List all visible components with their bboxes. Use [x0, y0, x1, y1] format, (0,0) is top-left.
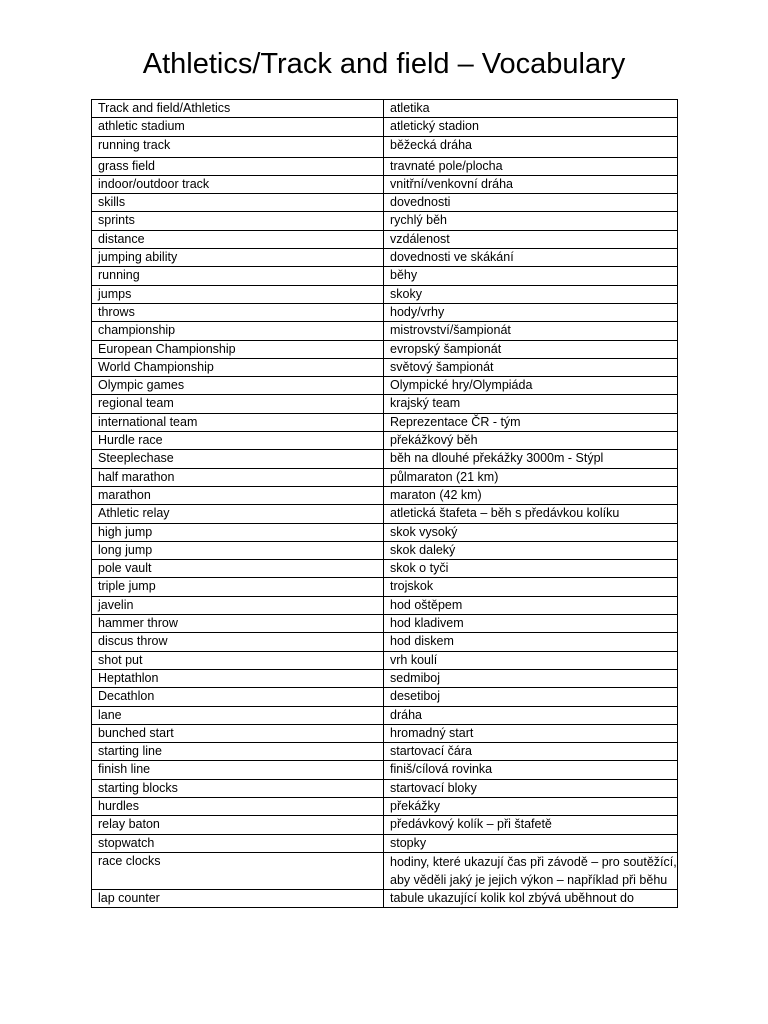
table-row: [92, 377, 678, 395]
table-row: [92, 118, 678, 136]
english-term: championship: [92, 322, 384, 340]
table-row: [92, 797, 678, 815]
czech-translation: rychlý běh: [384, 212, 678, 230]
english-term: running track: [92, 136, 384, 157]
english-term: Decathlon: [92, 688, 384, 706]
table-row: [92, 523, 678, 541]
czech-translation: atletická štafeta – běh s předávkou kolíku: [384, 505, 678, 523]
czech-translation: trojskok: [384, 578, 678, 596]
czech-translation: překážkový běh: [384, 432, 678, 450]
czech-translation: atletický stadion: [384, 118, 678, 136]
english-term: regional team: [92, 395, 384, 413]
table-row: [92, 541, 678, 559]
table-row: [92, 779, 678, 797]
english-term: indoor/outdoor track: [92, 175, 384, 193]
english-term: discus throw: [92, 633, 384, 651]
czech-translation: hod oštěpem: [384, 596, 678, 614]
english-term: stopwatch: [92, 834, 384, 852]
czech-translation: světový šampionát: [384, 358, 678, 376]
english-term: European Championship: [92, 340, 384, 358]
english-term: race clocks: [92, 852, 384, 889]
english-term: marathon: [92, 486, 384, 504]
table-row: [92, 303, 678, 321]
czech-translation: hody/vrhy: [384, 303, 678, 321]
czech-translation: finiš/cílová rovinka: [384, 761, 678, 779]
czech-translation: atletika: [384, 100, 678, 118]
english-term: triple jump: [92, 578, 384, 596]
table-row: [92, 395, 678, 413]
czech-translation: překážky: [384, 797, 678, 815]
english-term: skills: [92, 194, 384, 212]
table-row: [92, 322, 678, 340]
english-term: long jump: [92, 541, 384, 559]
czech-translation: hod kladivem: [384, 615, 678, 633]
table-row: [92, 852, 678, 889]
czech-translation: mistrovství/šampionát: [384, 322, 678, 340]
english-term: starting line: [92, 743, 384, 761]
english-term: Olympic games: [92, 377, 384, 395]
english-term: Athletic relay: [92, 505, 384, 523]
table-row: [92, 596, 678, 614]
table-row: [92, 724, 678, 742]
table-row: [92, 505, 678, 523]
czech-translation: startovací bloky: [384, 779, 678, 797]
english-term: shot put: [92, 651, 384, 669]
table-row: [92, 450, 678, 468]
table-row: [92, 468, 678, 486]
english-term: sprints: [92, 212, 384, 230]
table-row: [92, 615, 678, 633]
table-row: [92, 267, 678, 285]
english-term: Hurdle race: [92, 432, 384, 450]
czech-translation: půlmaraton (21 km): [384, 468, 678, 486]
english-term: finish line: [92, 761, 384, 779]
english-term: pole vault: [92, 560, 384, 578]
czech-translation: skok vysoký: [384, 523, 678, 541]
czech-translation: hromadný start: [384, 724, 678, 742]
table-row: [92, 761, 678, 779]
table-row: [92, 340, 678, 358]
czech-translation: dovednosti: [384, 194, 678, 212]
table-row: [92, 651, 678, 669]
czech-translation: sedmiboj: [384, 669, 678, 687]
table-row: [92, 816, 678, 834]
czech-translation: stopky: [384, 834, 678, 852]
english-term: lane: [92, 706, 384, 724]
vocabulary-table-body: [92, 100, 678, 908]
czech-translation: hodiny, které ukazují čas při závodě – pro soutěžící, aby věděli jaký je jejich výkon – například při běhu: [384, 852, 678, 889]
czech-translation: Olympické hry/Olympiáda: [384, 377, 678, 395]
table-row: [92, 743, 678, 761]
czech-translation: skok daleký: [384, 541, 678, 559]
table-row: [92, 706, 678, 724]
table-row: [92, 432, 678, 450]
table-row: [92, 669, 678, 687]
czech-translation: krajský team: [384, 395, 678, 413]
vocabulary-table: [91, 99, 678, 908]
czech-translation: maraton (42 km): [384, 486, 678, 504]
czech-translation: běžecká dráha: [384, 136, 678, 157]
english-term: javelin: [92, 596, 384, 614]
table-row: [92, 560, 678, 578]
table-row: [92, 889, 678, 907]
english-term: World Championship: [92, 358, 384, 376]
table-row: [92, 688, 678, 706]
english-term: international team: [92, 413, 384, 431]
table-row: [92, 136, 678, 157]
table-row: [92, 212, 678, 230]
english-term: Steeplechase: [92, 450, 384, 468]
english-term: jumping ability: [92, 249, 384, 267]
czech-translation: Reprezentace ČR - tým: [384, 413, 678, 431]
czech-translation: předávkový kolík – při štafetě: [384, 816, 678, 834]
english-term: high jump: [92, 523, 384, 541]
english-term: bunched start: [92, 724, 384, 742]
english-term: grass field: [92, 157, 384, 175]
czech-translation: travnaté pole/plocha: [384, 157, 678, 175]
czech-translation: vrh koulí: [384, 651, 678, 669]
czech-translation: běhy: [384, 267, 678, 285]
czech-translation: tabule ukazující kolik kol zbývá uběhnout do: [384, 889, 678, 907]
czech-translation: dráha: [384, 706, 678, 724]
czech-translation: vnitřní/venkovní dráha: [384, 175, 678, 193]
czech-translation: skok o tyči: [384, 560, 678, 578]
table-row: [92, 285, 678, 303]
table-row: [92, 194, 678, 212]
english-term: Heptathlon: [92, 669, 384, 687]
table-row: [92, 834, 678, 852]
english-term: jumps: [92, 285, 384, 303]
english-term: hurdles: [92, 797, 384, 815]
table-row: [92, 175, 678, 193]
english-term: starting blocks: [92, 779, 384, 797]
czech-translation: vzdálenost: [384, 230, 678, 248]
page-title: Athletics/Track and field – Vocabulary: [142, 48, 626, 80]
english-term: lap counter: [92, 889, 384, 907]
table-row: [92, 413, 678, 431]
english-term: running: [92, 267, 384, 285]
english-term: athletic stadium: [92, 118, 384, 136]
english-term: hammer throw: [92, 615, 384, 633]
table-row: [92, 100, 678, 118]
czech-translation: běh na dlouhé překážky 3000m - Stýpl: [384, 450, 678, 468]
table-row: [92, 249, 678, 267]
table-row: [92, 633, 678, 651]
table-row: [92, 157, 678, 175]
table-row: [92, 578, 678, 596]
czech-translation: startovací čára: [384, 743, 678, 761]
czech-translation: dovednosti ve skákání: [384, 249, 678, 267]
english-term: half marathon: [92, 468, 384, 486]
english-term: Track and field/Athletics: [92, 100, 384, 118]
table-row: [92, 358, 678, 376]
english-term: relay baton: [92, 816, 384, 834]
czech-translation: desetiboj: [384, 688, 678, 706]
table-row: [92, 230, 678, 248]
czech-translation: evropský šampionát: [384, 340, 678, 358]
english-term: throws: [92, 303, 384, 321]
czech-translation: skoky: [384, 285, 678, 303]
english-term: distance: [92, 230, 384, 248]
table-row: [92, 486, 678, 504]
czech-translation: hod diskem: [384, 633, 678, 651]
